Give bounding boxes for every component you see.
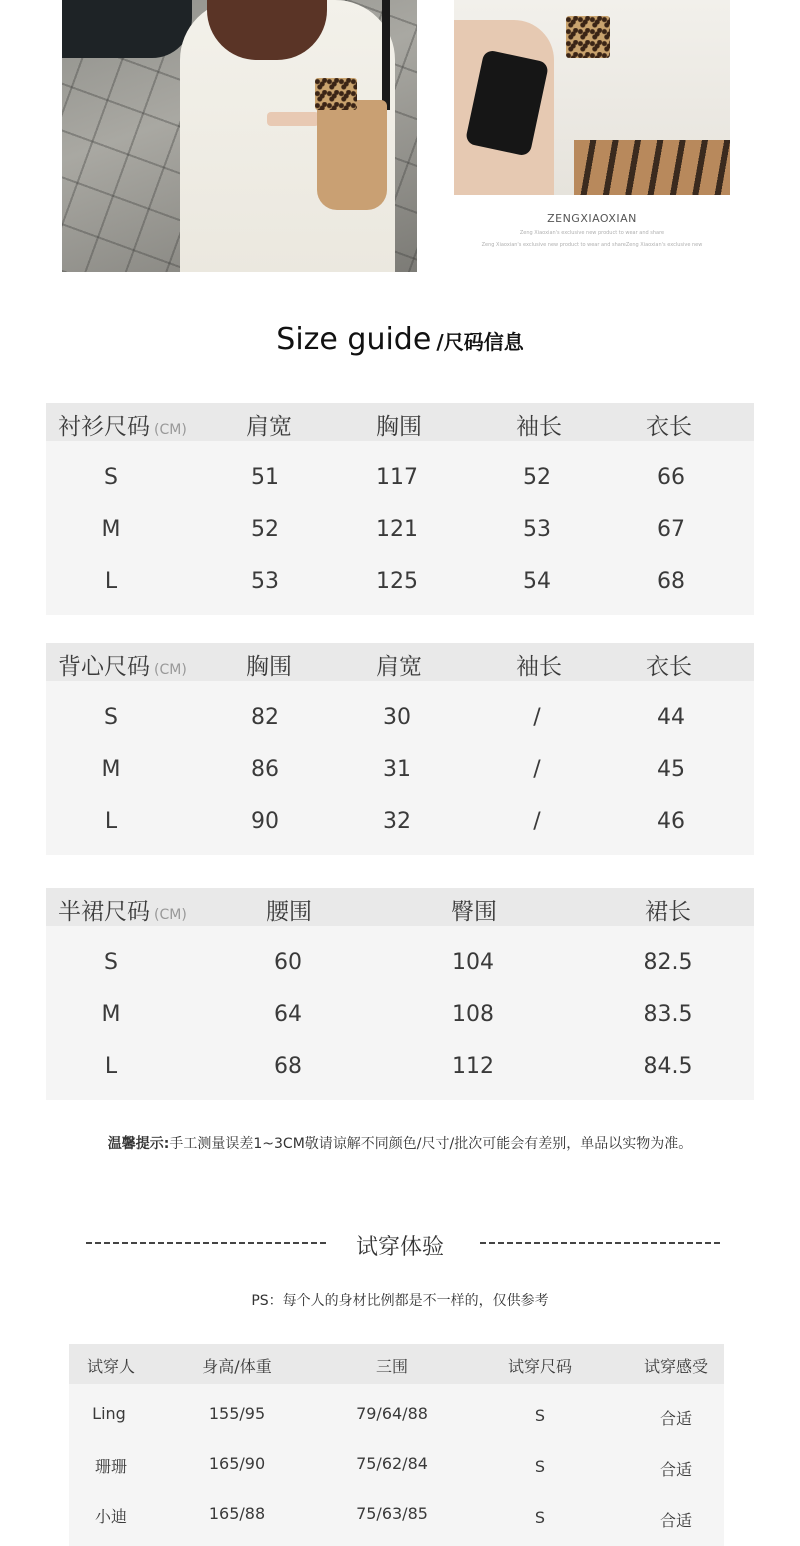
table-cell: 75/62/84 bbox=[356, 1454, 428, 1473]
column-header: 试穿感受 bbox=[643, 1357, 709, 1376]
table-cell: 32 bbox=[383, 809, 411, 834]
size-guide-heading bbox=[0, 322, 800, 357]
table-cell: / bbox=[533, 705, 541, 730]
table-cell: 52 bbox=[251, 517, 279, 542]
table-cell: 66 bbox=[657, 465, 685, 490]
table-title bbox=[58, 408, 187, 441]
table-title-text: 半裙尺码 bbox=[58, 899, 150, 925]
column-header: 试穿尺码 bbox=[507, 1357, 573, 1376]
table-cell: 合适 bbox=[659, 1460, 693, 1479]
column-header: 衣长 bbox=[646, 414, 692, 440]
tester-name: 小迪 bbox=[94, 1507, 128, 1526]
striped-bag bbox=[574, 140, 730, 195]
table-unit: (CM) bbox=[154, 662, 187, 678]
table-cell: 125 bbox=[376, 569, 418, 594]
table-cell: 108 bbox=[452, 1002, 494, 1027]
measurement-tip bbox=[0, 1133, 800, 1153]
model-photo-street bbox=[62, 0, 417, 272]
tip-label: 温馨提示: bbox=[107, 1136, 170, 1152]
table-cell: 121 bbox=[376, 517, 418, 542]
table-cell: 84.5 bbox=[643, 1054, 693, 1079]
table-cell: 44 bbox=[657, 705, 685, 730]
skirt-size-table bbox=[46, 888, 754, 1100]
table-cell: 53 bbox=[251, 569, 279, 594]
column-header: 袖长 bbox=[516, 654, 562, 680]
table-unit: (CM) bbox=[154, 907, 187, 923]
model-waist bbox=[267, 112, 319, 126]
table-cell: 30 bbox=[383, 705, 411, 730]
size-label: S bbox=[104, 705, 118, 730]
table-cell: 86 bbox=[251, 757, 279, 782]
table-cell: 82 bbox=[251, 705, 279, 730]
table-cell: 60 bbox=[274, 950, 302, 975]
table-cell: 51 bbox=[251, 465, 279, 490]
size-label: M bbox=[101, 517, 121, 542]
brand-tagline: Zeng Xiaoxian's exclusive new product to wear and share bbox=[519, 230, 665, 236]
column-header: 臀围 bbox=[451, 899, 497, 925]
tester-name: Ling bbox=[92, 1404, 126, 1423]
table-cell: 165/90 bbox=[208, 1454, 266, 1473]
size-label: L bbox=[104, 809, 118, 834]
try-on-heading bbox=[0, 1230, 800, 1260]
column-header: 肩宽 bbox=[376, 654, 422, 680]
vest-size-table bbox=[46, 643, 754, 855]
table-cell: 46 bbox=[657, 809, 685, 834]
table-cell: S bbox=[534, 1508, 546, 1527]
tester-name: 珊珊 bbox=[94, 1457, 128, 1476]
table-title-text: 背心尺码 bbox=[58, 654, 150, 680]
table-title bbox=[58, 648, 187, 681]
size-label: M bbox=[101, 1002, 121, 1027]
try-on-note: PS：每个人的身材比例都是不一样的，仅供参考 bbox=[251, 1293, 549, 1309]
size-label: S bbox=[104, 465, 118, 490]
column-header: 试穿人 bbox=[86, 1357, 136, 1376]
table-cell: S bbox=[534, 1406, 546, 1425]
table-cell: 165/88 bbox=[208, 1504, 266, 1523]
table-title-text: 衬衫尺码 bbox=[58, 414, 150, 440]
size-label: L bbox=[104, 1054, 118, 1079]
table-cell: 90 bbox=[251, 809, 279, 834]
try-on-title: 试穿体验 bbox=[355, 1235, 444, 1260]
brand-tagline: Zeng Xiaoxian's exclusive new product to wear and shareZeng Xiaoxian's exclusive new bbox=[481, 242, 703, 248]
column-header: 身高/体重 bbox=[202, 1357, 272, 1376]
column-header: 胸围 bbox=[376, 414, 422, 440]
table-cell: 104 bbox=[452, 950, 494, 975]
table-unit: (CM) bbox=[154, 422, 187, 438]
table-title bbox=[58, 893, 187, 926]
table-cell: 64 bbox=[274, 1002, 302, 1027]
column-header: 裙长 bbox=[645, 899, 691, 925]
table-cell: 82.5 bbox=[643, 950, 693, 975]
size-label: M bbox=[101, 757, 121, 782]
table-cell: 53 bbox=[523, 517, 551, 542]
tip-text: 手工测量误差1~3CM敬请谅解不同颜色/尺寸/批次可能会有差别，单品以实物为准。 bbox=[169, 1136, 693, 1152]
size-label: L bbox=[104, 569, 118, 594]
column-header: 胸围 bbox=[246, 654, 292, 680]
shirt-size-table bbox=[46, 403, 754, 615]
straw-bag bbox=[317, 100, 387, 210]
table-cell: / bbox=[533, 809, 541, 834]
column-header: 腰围 bbox=[266, 899, 312, 925]
model-photo-detail bbox=[454, 0, 730, 195]
try-on-table bbox=[69, 1344, 724, 1546]
table-cell: / bbox=[533, 757, 541, 782]
table-cell: 52 bbox=[523, 465, 551, 490]
table-cell: 83.5 bbox=[643, 1002, 693, 1027]
column-header: 肩宽 bbox=[246, 414, 292, 440]
table-cell: 45 bbox=[657, 757, 685, 782]
table-cell: 117 bbox=[376, 465, 418, 490]
column-header: 袖长 bbox=[516, 414, 562, 440]
table-cell: 68 bbox=[274, 1054, 302, 1079]
table-cell: 68 bbox=[657, 569, 685, 594]
table-cell: S bbox=[534, 1457, 546, 1476]
table-cell: 54 bbox=[523, 569, 551, 594]
leopard-pouch bbox=[315, 78, 357, 110]
table-cell: 112 bbox=[452, 1054, 494, 1079]
size-label: S bbox=[104, 950, 118, 975]
bag-strap bbox=[382, 0, 390, 110]
car bbox=[62, 0, 192, 58]
size-guide-title: Size guide bbox=[276, 322, 432, 357]
table-cell: 67 bbox=[657, 517, 685, 542]
table-cell: 75/63/85 bbox=[356, 1504, 428, 1523]
table-cell: 合适 bbox=[659, 1511, 693, 1530]
table-cell: 合适 bbox=[659, 1409, 693, 1428]
column-header: 衣长 bbox=[646, 654, 692, 680]
column-header: 三围 bbox=[375, 1357, 409, 1376]
table-cell: 155/95 bbox=[208, 1404, 266, 1423]
table-cell: 79/64/88 bbox=[356, 1404, 428, 1423]
leopard-pouch bbox=[566, 16, 610, 58]
dashed-divider bbox=[480, 1242, 720, 1244]
brand-name: ZENGXIAOXIAN bbox=[547, 212, 637, 225]
size-guide-subtitle: /尺码信息 bbox=[436, 330, 524, 354]
table-cell: 31 bbox=[383, 757, 411, 782]
